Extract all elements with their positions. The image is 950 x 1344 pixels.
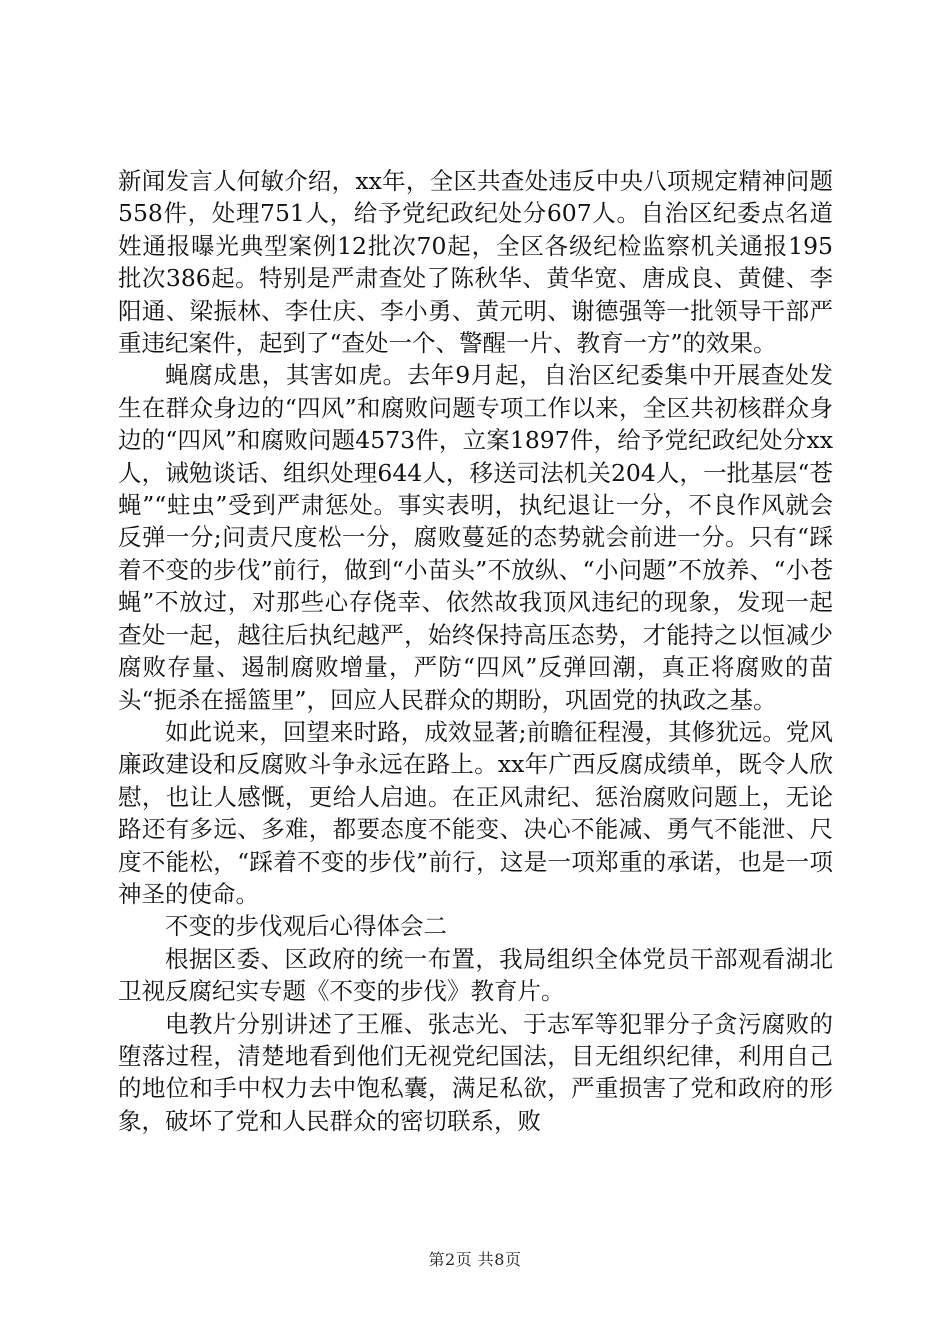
paragraph-5: 电教片分别讲述了王雁、张志光、于志军等犯罪分子贪污腐败的堕落过程，清楚地看到他们无视党纪国法，目无组织纪律，利用自己的地位和手中权力去中饱私囊，满足私欲，严重损害了党和政府的形象，破坏了党和人民群众的密切联系，败 bbox=[118, 1009, 833, 1135]
document-body bbox=[118, 165, 833, 1137]
paragraph-2: 蝇腐成患，其害如虎。去年9月起，自治区纪委集中开展查处发生在群众身边的“四风”和腐败问题专项工作以来，全区共初核群众身边的“四风”和腐败问题4573件，立案1897件，给予党纪政纪处分xx人，诫勉谈话、组织处理644人，移送司法机关204人，一批基层“苍蝇”“蛀虫”受到严肃惩处。事实表明，执纪退让一分，不良作风就会反弹一分;问责尺度松一分，腐败蔓延的态势就会前进一分。只有“踩着不变的步伐”前行，做到“小苗头”不放纵、“小问题”不放养、“小苍蝇”不放过，对那些心存侥幸、依然故我顶风违纪的现象，发现一起查处一起，越往后执纪越严，始终保持高压态势，才能持之以恒减少腐败存量、遏制腐败增量，严防“四风”反弹回潮，真正将腐败的苗头“扼杀在摇篮里”，回应人民群众的期盼，巩固党的执政之基。 bbox=[118, 361, 833, 714]
paragraph-3: 如此说来，回望来时路，成效显著;前瞻征程漫，其修犹远。党风廉政建设和反腐败斗争永远在路上。xx年广西反腐成绩单，既令人欣慰，也让人感慨，更给人启迪。在正风肃纪、惩治腐败问题上，无论路还有多远、多难，都要态度不能变、决心不能减、勇气不能泄、尺度不能松，“踩着不变的步伐”前行，这是一项郑重的承诺，也是一项神圣的使命。 bbox=[118, 717, 833, 908]
page-number-footer: 第2页 共8页 bbox=[428, 1250, 522, 1269]
section-heading: 不变的步伐观后心得体会二 bbox=[165, 912, 447, 941]
paragraph-1: 新闻发言人何敏介绍，xx年，全区共查处违反中央八项规定精神问题558件，处理751人，给予党纪政纪处分607人。自治区纪委点名道姓通报曝光典型案例12批次70起，全区各级纪检监察机关通报195批次386起。特别是严肃查处了陈秋华、黄华宽、唐成良、黄健、李阳通、梁振林、李仕庆、李小勇、黄元明、谢德强等一批领导干部严重违纪案件，起到了“查处一个、警醒一片、教育一方”的效果。 bbox=[118, 167, 833, 358]
paragraph-4: 根据区委、区政府的统一布置，我局组织全体党员干部观看湖北卫视反腐纪实专题《不变的步伐》教育片。 bbox=[118, 944, 833, 1006]
